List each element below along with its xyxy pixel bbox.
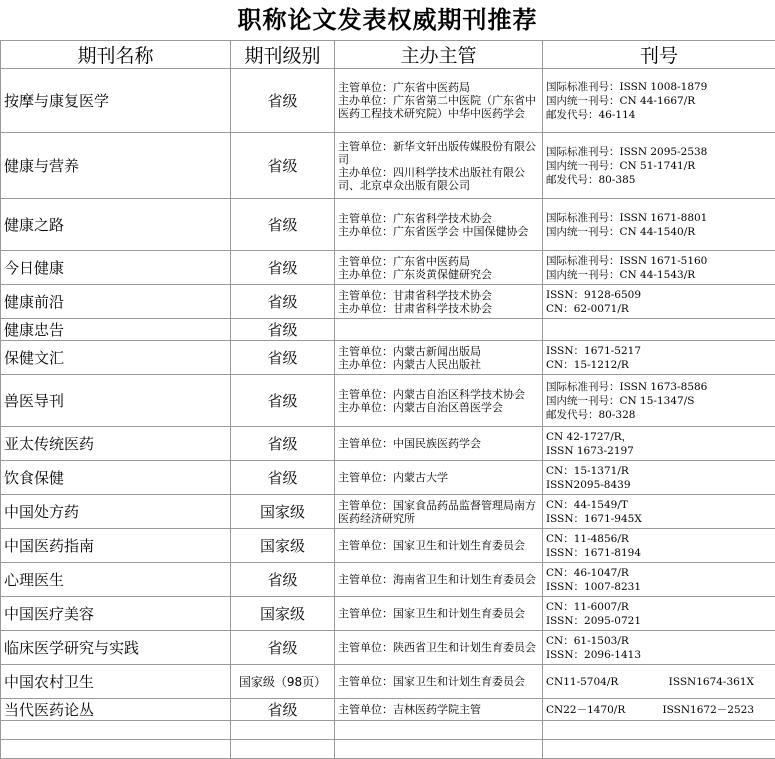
journal-issn [543, 699, 775, 721]
issn-line: 国内统一刊号：CN 44-1667/R [546, 94, 772, 108]
journal-name: 健康之路 [1, 199, 231, 251]
issn-line: 国际标准刊号：ISSN 1673-8586 [546, 380, 772, 394]
journal-name: 心理医生 [1, 563, 231, 597]
table-row [1, 251, 775, 285]
issn-line: ISSN：2096-1413 [546, 648, 772, 662]
journal-sponsor [335, 199, 543, 251]
issn-line: 邮发代号：80-385 [546, 173, 772, 187]
table-row [1, 285, 775, 319]
table-row [1, 427, 775, 461]
sponsor-line: 主管单位：国家卫生和计划生育委员会 [338, 607, 539, 620]
sponsor-line: 主管单位：中国民族医药学会 [338, 437, 539, 450]
sponsor-line: 主管单位：广东省科学技术协会 [338, 212, 539, 225]
journal-issn [543, 461, 775, 495]
header-row [1, 41, 775, 69]
journal-name: 今日健康 [1, 251, 231, 285]
journal-sponsor [335, 631, 543, 665]
issn-line: CN：46-1047/R [546, 566, 772, 580]
sponsor-line: 主办单位：四川科学技术出版社有限公司、北京卓众出版有限公司 [338, 166, 539, 192]
journal-sponsor [335, 495, 543, 529]
empty-cell [1, 721, 231, 740]
journal-issn [543, 563, 775, 597]
journal-issn [543, 133, 775, 199]
journal-level: 省级 [231, 375, 335, 427]
journal-level: 省级 [231, 251, 335, 285]
empty-cell [543, 721, 775, 740]
journal-issn [543, 495, 775, 529]
journal-name: 中国医药指南 [1, 529, 231, 563]
issn-line: 国内统一刊号：CN 44-1543/R [546, 268, 772, 282]
journal-name: 保健文汇 [1, 341, 231, 375]
issn-line: ISSN 1673-2197 [546, 444, 772, 458]
sponsor-line: 主管单位：广东省中医药局 [338, 255, 539, 268]
sponsor-line: 主管单位：国家卫生和计划生育委员会 [338, 539, 539, 552]
journal-name: 中国农村卫生 [1, 665, 231, 699]
table-row [1, 375, 775, 427]
issn-value: CN22－1470/R [546, 703, 625, 717]
journal-sponsor [335, 341, 543, 375]
issn-line: CN：61-1503/R [546, 634, 772, 648]
journal-level: 国家级（98页） [231, 665, 335, 699]
journal-level: 国家级 [231, 597, 335, 631]
issn-line: CN：11-4856/R [546, 532, 772, 546]
journal-sponsor [335, 133, 543, 199]
journal-name: 亚太传统医药 [1, 427, 231, 461]
journal-level: 省级 [231, 461, 335, 495]
journal-issn [543, 285, 775, 319]
sponsor-line: 主办单位：广东省医学会 中国保健协会 [338, 225, 539, 238]
journal-name: 健康前沿 [1, 285, 231, 319]
issn-line: ISSN：1671-945X [546, 512, 772, 526]
issn-line: 国内统一刊号：CN 51-1741/R [546, 159, 772, 173]
page-title: 职称论文发表权威期刊推荐 [0, 0, 775, 40]
sponsor-line: 主管单位：甘肃省科学技术协会 [338, 289, 539, 302]
empty-cell [231, 721, 335, 740]
journal-issn [543, 427, 775, 461]
table-row [1, 597, 775, 631]
sponsor-line: 主管单位：吉林医药学院主管 [338, 703, 539, 716]
journal-name: 兽医导刊 [1, 375, 231, 427]
sponsor-line: 主管单位：国家卫生和计划生育委员会 [338, 675, 539, 688]
issn-value: ISSN1674-361X [669, 675, 754, 689]
journal-level: 省级 [231, 341, 335, 375]
journal-level: 省级 [231, 699, 335, 721]
empty-cell [1, 740, 231, 759]
journal-name: 临床医学研究与实践 [1, 631, 231, 665]
empty-cell [335, 740, 543, 759]
journal-level: 国家级 [231, 529, 335, 563]
table-row [1, 699, 775, 721]
journal-level: 省级 [231, 285, 335, 319]
issn-line: 国际标准刊号：ISSN 1008-1879 [546, 80, 772, 94]
sponsor-line: 主办单位：广东省第二中医院（广东省中医药工程技术研究院）中华中医药学会 [338, 94, 539, 120]
issn-line: CN 42-1727/R， [546, 430, 772, 444]
journal-table [0, 40, 775, 759]
empty-cell [335, 721, 543, 740]
journal-name: 饮食保健 [1, 461, 231, 495]
issn-value: ISSN1672－2523 [663, 703, 754, 717]
table-row [1, 133, 775, 199]
sponsor-line: 主管单位：新华文轩出版传媒股份有限公司 [338, 140, 539, 166]
journal-name: 中国医疗美容 [1, 597, 231, 631]
issn-line: 国际标准刊号：ISSN 1671-8801 [546, 211, 772, 225]
issn-line: ISSN：1007-8231 [546, 580, 772, 594]
journal-name: 健康与营养 [1, 133, 231, 199]
journal-issn [543, 597, 775, 631]
journal-sponsor [335, 563, 543, 597]
table-row [1, 529, 775, 563]
table-row [1, 319, 775, 341]
journal-sponsor [335, 375, 543, 427]
journal-name: 健康忠告 [1, 319, 231, 341]
empty-row [1, 721, 775, 740]
sponsor-line: 主办单位：广东炎黄保健研究会 [338, 268, 539, 281]
journal-sponsor [335, 597, 543, 631]
journal-level: 省级 [231, 427, 335, 461]
issn-line: CN：62-0071/R [546, 302, 772, 316]
journal-level: 省级 [231, 563, 335, 597]
issn-line: CN：15-1371/R [546, 464, 772, 478]
sponsor-line: 主管单位：广东省中医药局 [338, 81, 539, 94]
sponsor-line: 主管单位：内蒙古自治区科学技术协会 [338, 388, 539, 401]
journal-name: 当代医药论丛 [1, 699, 231, 721]
sponsor-line: 主管单位：国家食品药品监督管理局南方医药经济研究所 [338, 499, 539, 525]
journal-name: 按摩与康复医学 [1, 69, 231, 133]
journal-name: 中国处方药 [1, 495, 231, 529]
issn-line: ISSN2095-8439 [546, 478, 772, 492]
issn-line: 邮发代号：46-114 [546, 108, 772, 122]
sponsor-line: 主管单位：海南省卫生和计划生育委员会 [338, 573, 539, 586]
journal-issn [543, 631, 775, 665]
journal-level: 省级 [231, 69, 335, 133]
empty-row [1, 740, 775, 759]
journal-sponsor [335, 529, 543, 563]
journal-sponsor [335, 699, 543, 721]
journal-issn [543, 375, 775, 427]
header-issn: 刊号 [543, 41, 775, 69]
sponsor-line: 主办单位：内蒙古人民出版社 [338, 358, 539, 371]
issn-line: ISSN：1671-8194 [546, 546, 772, 560]
table-row [1, 461, 775, 495]
journal-sponsor [335, 427, 543, 461]
journal-issn [543, 529, 775, 563]
journal-issn [543, 251, 775, 285]
header-level: 期刊级别 [231, 41, 335, 69]
issn-line: ISSN：9128-6509 [546, 288, 772, 302]
journal-sponsor [335, 461, 543, 495]
header-journal-name: 期刊名称 [1, 41, 231, 69]
journal-level: 省级 [231, 631, 335, 665]
journal-sponsor [335, 69, 543, 133]
sponsor-line: 主管单位：陕西省卫生和计划生育委员会 [338, 641, 539, 654]
journal-level: 省级 [231, 319, 335, 341]
issn-line: 国内统一刊号：CN 44-1540/R [546, 225, 772, 239]
journal-level: 省级 [231, 133, 335, 199]
journal-issn [543, 341, 775, 375]
issn-line: 邮发代号：80-328 [546, 408, 772, 422]
empty-cell [543, 740, 775, 759]
table-row [1, 665, 775, 699]
issn-line: CN：15-1212/R [546, 358, 772, 372]
journal-sponsor [335, 319, 543, 341]
issn-line: 国际标准刊号：ISSN 2095-2538 [546, 145, 772, 159]
journal-issn [543, 319, 775, 341]
issn-line: 国内统一刊号：CN 15-1347/S [546, 394, 772, 408]
journal-issn [543, 665, 775, 699]
journal-issn [543, 69, 775, 133]
journal-level: 国家级 [231, 495, 335, 529]
issn-line: ISSN：2095-0721 [546, 614, 772, 628]
issn-value: CN11-5704/R [546, 675, 618, 689]
table-row [1, 631, 775, 665]
issn-line: 国际标准刊号：ISSN 1671-5160 [546, 254, 772, 268]
journal-sponsor [335, 665, 543, 699]
sponsor-line: 主办单位：甘肃省科学技术协会 [338, 302, 539, 315]
table-row [1, 69, 775, 133]
issn-line: CN：11-6007/R [546, 600, 772, 614]
sponsor-line: 主管单位：内蒙古新闻出版局 [338, 345, 539, 358]
header-sponsor: 主办主管 [335, 41, 543, 69]
journal-sponsor [335, 251, 543, 285]
issn-line: ISSN：1671-5217 [546, 344, 772, 358]
journal-level: 省级 [231, 199, 335, 251]
table-row [1, 495, 775, 529]
empty-cell [231, 740, 335, 759]
journal-issn [543, 199, 775, 251]
sponsor-line: 主办单位：内蒙古自治区兽医学会 [338, 401, 539, 414]
journal-sponsor [335, 285, 543, 319]
table-row [1, 199, 775, 251]
table-row [1, 341, 775, 375]
issn-line: CN：44-1549/T [546, 498, 772, 512]
sponsor-line: 主管单位：内蒙古大学 [338, 471, 539, 484]
table-row [1, 563, 775, 597]
